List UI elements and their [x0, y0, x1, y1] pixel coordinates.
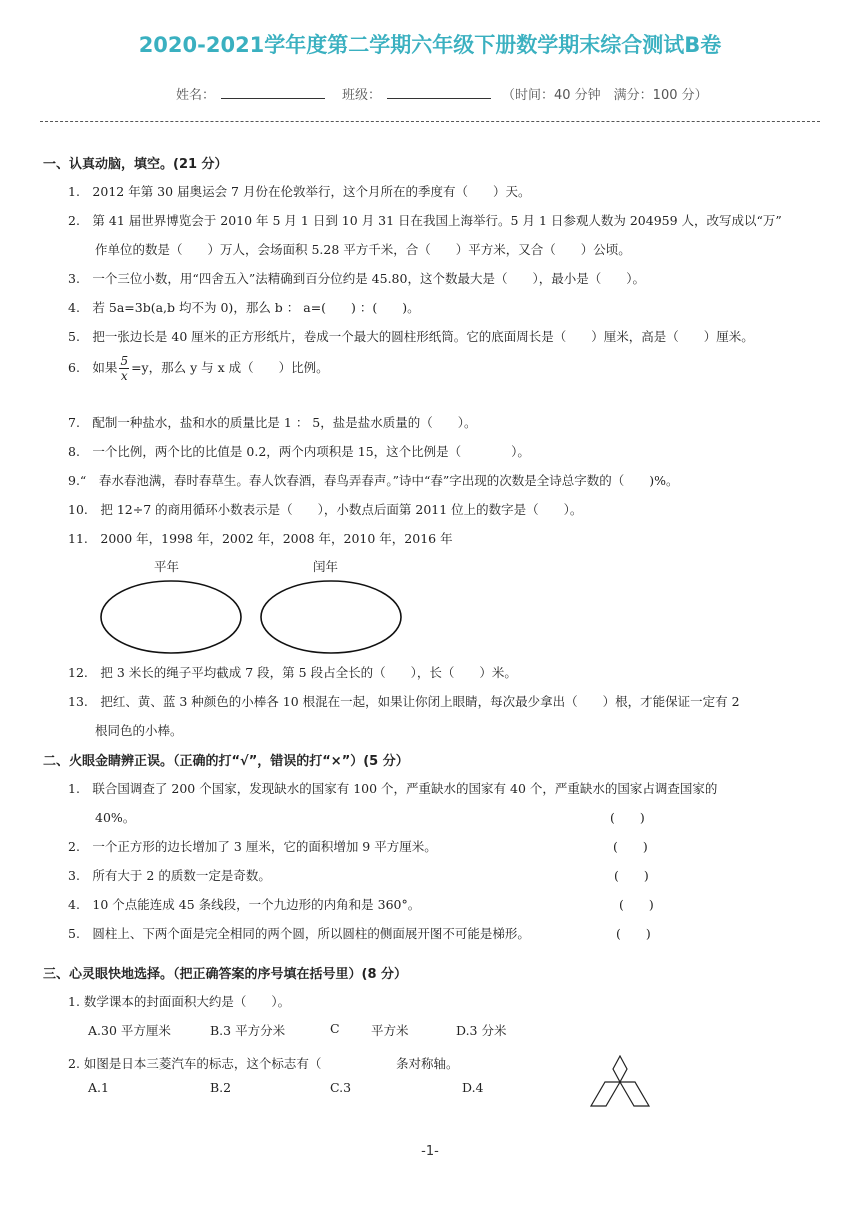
question-2-3: 3. 所有大于 2 的质数一定是奇数。: [68, 868, 271, 883]
question-3-2-tail: 条对称轴。: [396, 1056, 459, 1071]
leap-year-ellipse: [261, 581, 401, 653]
question-1-8: 8. 一个比例，两个比的比值是 0.2，两个内项积是 15，这个比例是（ ）。: [68, 444, 530, 459]
page-title: 2020-2021学年度第二学期六年级下册数学期末综合测试B卷: [138, 33, 722, 57]
question-1-1: 1. 2012 年第 30 届奥运会 7 月份在伦敦举行，这个月所在的季度有（ ）天。: [68, 184, 531, 199]
answer-bracket: ( ): [616, 926, 651, 941]
answer-bracket: ( ): [613, 839, 648, 854]
name-field: [176, 84, 325, 103]
question-1-2: 2. 第 41 届世界博览会于 2010 年 5 月 1 日到 10 月 31 日在我国上海举行。5 月 1 日参观人数为 204959 人，改写成以“万”: [68, 213, 782, 228]
class-label: 班级：: [342, 88, 382, 103]
question-1-9: 9.“ 春水春池满，春时春草生。春人饮春酒，春鸟弄春声。”诗中“春”字出现的次数是全诗总字数的（ )%。: [68, 473, 679, 488]
fraction-denominator: x: [120, 369, 128, 383]
common-year-ellipse: [101, 581, 241, 653]
mitsubishi-logo-figure: [589, 1055, 651, 1109]
option-3-2-c: C.3: [330, 1080, 352, 1095]
option-3-1-d: D.3 分米: [456, 1023, 507, 1038]
classification-ellipses: [95, 576, 415, 658]
logo-left-diamond: [591, 1082, 620, 1106]
section3-heading: 三、心灵眼快地选择。（把正确答案的序号填在括号里）(8 分）: [43, 967, 408, 982]
question-1-3: 3. 一个三位小数，用“四舍五入”法精确到百分位约是 45.80，这个数最大是（ ），最小是（ ）。: [68, 271, 645, 286]
option-3-1-c: C: [330, 1021, 340, 1036]
class-blank: [387, 87, 491, 99]
fraction: [119, 354, 129, 383]
dashed-divider: [40, 121, 820, 122]
question-2-1: 1. 联合国调查了 200 个国家，发现缺水的国家有 100 个，严重缺水的国家有 40 个，严重缺水的国家占调查国家的: [68, 781, 718, 796]
question-1-13-cont: 根同色的小棒。: [95, 723, 183, 738]
answer-bracket: ( ): [614, 868, 649, 883]
question-3-1: 1. 数学课本的封面面积大约是（ ）。: [68, 994, 291, 1009]
option-3-1-c-unit: 平方米: [371, 1023, 409, 1038]
question-1-4: 4. 若 5a=3b(a,b 均不为 0)，那么 b ： a=( ) ：( )。: [68, 300, 420, 315]
name-label: 姓名：: [176, 88, 216, 103]
class-field: [342, 84, 491, 103]
question-1-2-cont: 作单位的数是（ ）万人，会场面积 5.28 平方千米，合（ ）平方米，又合（ ）公顷。: [95, 242, 631, 257]
exam-info: （时间：40 分钟 满分：100 分）: [502, 88, 708, 103]
answer-bracket: ( ): [610, 810, 645, 825]
option-3-1-a: A.30 平方厘米: [88, 1023, 171, 1038]
question-1-12: 12. 把 3 米长的绳子平均截成 7 段，第 5 段占全长的（ ），长（ ）米。: [68, 665, 517, 680]
page-number: -1-: [421, 1144, 439, 1159]
question-1-6-post: =y，那么 y 与 x 成（ ）比例。: [131, 360, 329, 375]
ellipse-label-leap-year: 闰年: [313, 559, 339, 574]
logo-right-diamond: [620, 1082, 649, 1106]
question-1-6-pre: 6. 如果: [68, 360, 118, 375]
question-1-11: 11. 2000 年，1998 年，2002 年，2008 年，2010 年，2016 年: [68, 531, 453, 546]
name-blank: [221, 87, 325, 99]
question-1-5: 5. 把一张边长是 40 厘米的正方形纸片，卷成一个最大的圆柱形纸筒。它的底面周长是（ ）厘米，高是（ ）厘米。: [68, 329, 754, 344]
question-2-5: 5. 圆柱上、下两个面是完全相同的两个圆，所以圆柱的侧面展开图不可能是梯形。: [68, 926, 530, 941]
question-1-13: 13. 把红、黄、蓝 3 种颜色的小棒各 10 根混在一起，如果让你闭上眼睛，每次最少拿出（ ）根，才能保证一定有 2: [68, 694, 740, 709]
question-2-2: 2. 一个正方形的边长增加了 3 厘米，它的面积增加 9 平方厘米。: [68, 839, 437, 854]
section1-heading: 一、认真动脑，填空。(21 分）: [43, 157, 228, 172]
option-3-2-d: D.4: [462, 1080, 484, 1095]
section2-heading: 二、火眼金睛辨正误。（正确的打“√”，错误的打“×”）(5 分）: [43, 754, 409, 769]
question-2-1-cont: 40%。: [95, 810, 136, 825]
logo-top-diamond: [613, 1056, 627, 1082]
ellipse-label-common-year: 平年: [154, 559, 180, 574]
option-3-1-b: B.3 平方分米: [210, 1023, 286, 1038]
question-1-10: 10. 把 12÷7 的商用循环小数表示是（ ），小数点后面第 2011 位上的数字是（ ）。: [68, 502, 583, 517]
question-1-6: [68, 354, 329, 383]
option-3-2-b: B.2: [210, 1080, 232, 1095]
question-3-2: 2. 如图是日本三菱汽车的标志，这个标志有（: [68, 1056, 322, 1071]
answer-bracket: ( ): [619, 897, 654, 912]
question-2-4: 4. 10 个点能连成 45 条线段，一个九边形的内角和是 360°。: [68, 897, 421, 912]
option-3-2-a: A.1: [88, 1080, 109, 1095]
question-1-7: 7. 配制一种盐水，盐和水的质量比是 1 ： 5，盐是盐水质量的（ ）。: [68, 415, 477, 430]
fraction-numerator: 5: [120, 354, 129, 368]
